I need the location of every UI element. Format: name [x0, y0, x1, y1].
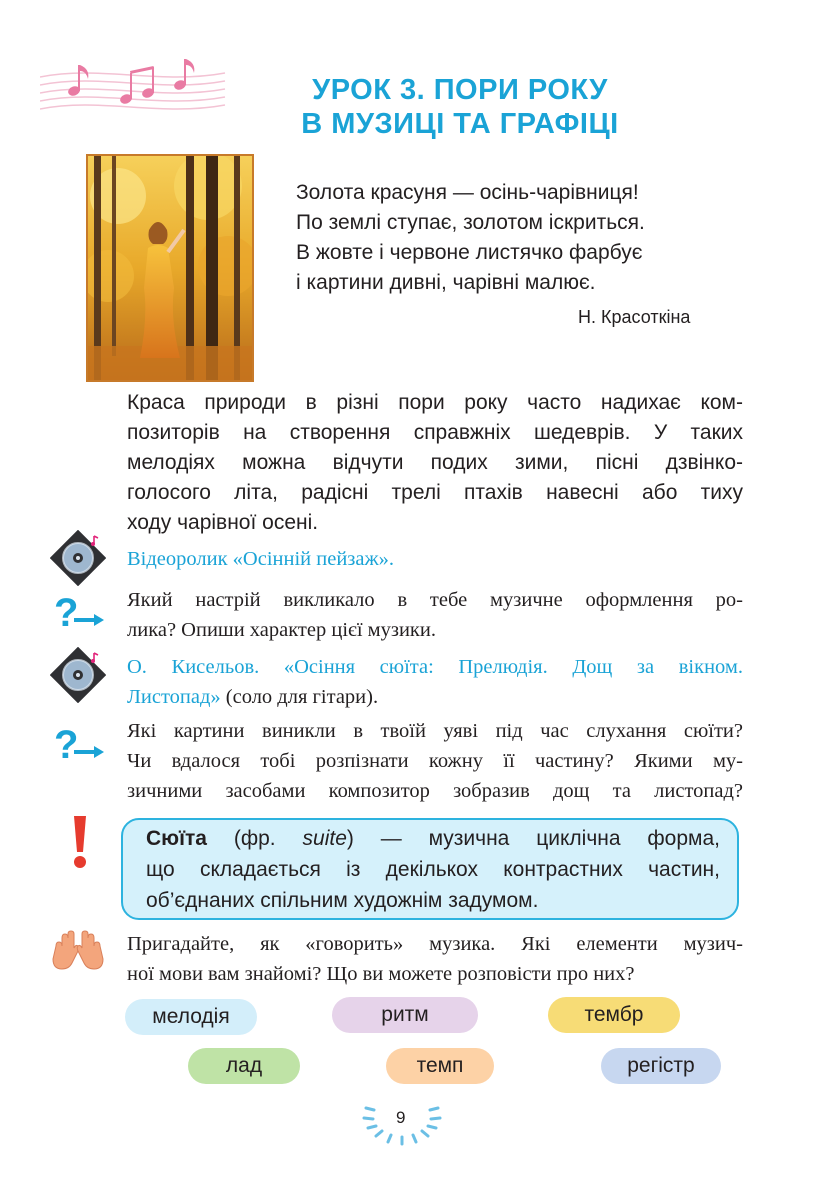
question-2-line: Чи вдалося тобі розпізнати кожну її частину? Якими му- [127, 750, 743, 772]
exclamation-icon [68, 814, 92, 870]
svg-text:?: ? [54, 591, 79, 634]
definition-paren: (фр. [206, 827, 303, 850]
question-2-line: Які картини виникли в твоїй уяві під час слухання сюїти? [127, 720, 743, 742]
listening-activity [127, 652, 743, 712]
definition-line: об’єднаних спільним художнім задумом. [146, 889, 539, 912]
listening-title: Листопад» [127, 686, 221, 708]
question-1-line: лика? Опиши характер цієї музики. [127, 619, 436, 641]
lesson-title-line1: УРОК 3. ПОРИ РОКУ [312, 74, 608, 106]
question-1-line: Який настрій викликало в тебе музичне оформлення ро- [127, 589, 743, 611]
definition-foreign-word: suite [302, 827, 347, 850]
svg-text:?: ? [54, 723, 79, 766]
intro-line: Краса природи в різні пори року часто надихає ком- [127, 391, 743, 414]
poem-line: В жовте і червоне листячко фарбує [296, 241, 643, 264]
element-pill-mode: лад [188, 1048, 300, 1084]
definition-term: Сюїта [146, 827, 207, 850]
autumn-woman-image [88, 156, 252, 380]
element-pill-timbre: тембр [548, 997, 680, 1033]
question-1 [127, 585, 743, 645]
hands-icon [50, 930, 106, 976]
poem-author: Н. Красоткіна [578, 307, 691, 327]
poem-line: Золота красуня — осінь-чарівниця! [296, 181, 639, 204]
question-2 [127, 716, 743, 806]
group-task-line: Пригадайте, як «говорить» музика. Які елементи музич- [127, 933, 743, 955]
definition-text-part: ) — музична циклічна форма, [346, 827, 720, 850]
question-arrow-icon [52, 590, 108, 634]
lesson-title-line2: В МУЗИЦІ ТА ГРАФІЦІ [301, 108, 619, 140]
poem-line: По землі ступає, золотом іскриться. [296, 211, 645, 234]
listening-note: (соло для гітари). [220, 686, 379, 708]
question-arrow-icon [52, 722, 108, 766]
listening-line [127, 682, 743, 712]
group-task [127, 929, 743, 989]
video-activity: Відеоролик «Осінній пейзаж». [127, 548, 395, 570]
definition-line [146, 823, 720, 854]
poem-line: і картини дивні, чарівні малює. [296, 271, 596, 294]
disc-icon [50, 647, 106, 703]
intro-line: голосого літа, радісні трелі птахів навесні або тиху [127, 481, 743, 504]
definition-line: що складається із декількох контрастних частин, [146, 858, 720, 881]
element-pill-register: регістр [601, 1048, 721, 1084]
element-pill-rhythm: ритм [332, 997, 478, 1033]
definition-text [146, 823, 720, 916]
element-pill-tempo: темп [386, 1048, 494, 1084]
intro-paragraph [127, 388, 743, 538]
listening-line: О. Кисельов. «Осіння сюїта: Прелюдія. Дощ за вікном. [127, 656, 743, 678]
group-task-line: ної мови вам знайомі? Що ви можете розповісти про них? [127, 963, 635, 985]
intro-line: ходу чарівної осені. [127, 511, 319, 534]
page-number: 9 [396, 1108, 406, 1127]
disc-icon [50, 530, 106, 586]
question-2-line: зичними засобами композитор зобразив дощ та листопад? [127, 780, 743, 802]
element-pill-melody: мелодія [125, 999, 257, 1035]
intro-line: мелодіях можна відчути подих зими, пісні дзвінко- [127, 451, 743, 474]
intro-line: позиторів на створення справжніх шедеврів. У таких [127, 421, 743, 444]
poem [296, 178, 645, 298]
autumn-photo [86, 154, 254, 382]
